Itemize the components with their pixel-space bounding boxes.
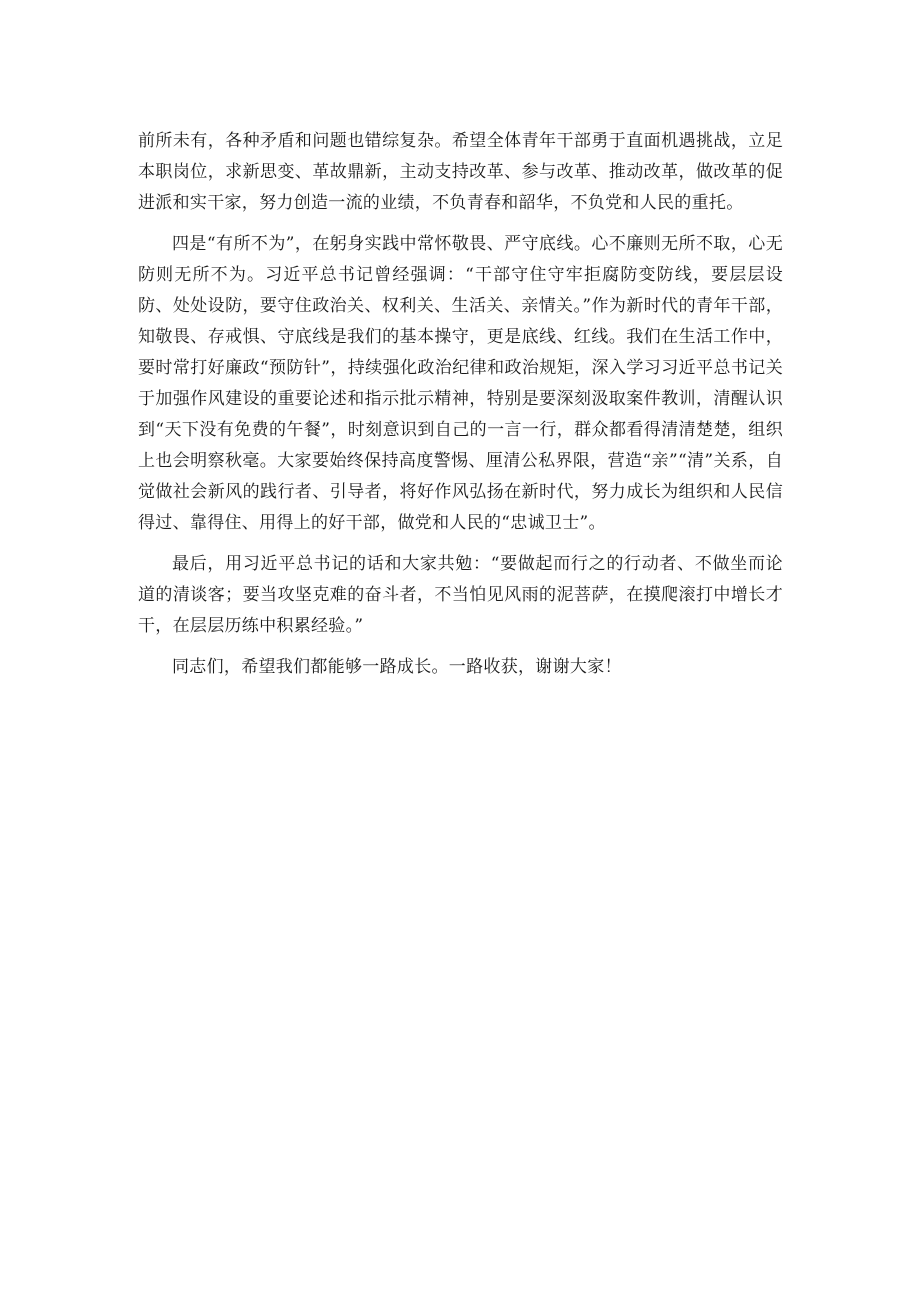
paragraph-continuation: 前所未有，各种矛盾和问题也错综复杂。希望全体青年干部勇于直面机遇挑战，立足本职岗位，求新思变、革故鼎新，主动支持改革、参与改革、推动改革，做改革的促进派和实干家，努力创造一流的业绩，不负青春和韶华，不负党和人民的重托。 bbox=[138, 131, 783, 213]
paragraph-point-four: 四是“有所不为”，在躬身实践中常怀敬畏、严守底线。心不廉则无所不取，心无防则无所不为。习近平总书记曾经强调：“干部守住守牢拒腐防变防线，要层层设防、处处设防，要守住政治关、权利关、生活关、亲情关。”作为新时代的青年干部，知敬畏、存戒惧、守底线是我们的基本操守，更是底线、红线。我们在生活工作中，要时常打好廉政“预防针”，持续强化政治纪律和政治规矩，深入学习习近平总书记关于加强作风建设的重要论述和指示批示精神，特别是要深刻汲取案件教训，清醒认识到“天下没有免费的午餐”，时刻意识到自己的一言一行，群众都看得清清楚楚，组织上也会明察秋毫。大家要始终保持高度警惕、厘清公私界限，营造“亲”“清”关系，自觉做社会新风的践行者、引导者，将好作风弘扬在新时代，努力成长为组织和人民信得过、靠得住、用得上的好干部，做党和人民的“忠诚卫士”。 bbox=[138, 234, 783, 533]
paragraph-closing-thanks: 同志们，希望我们都能够一路成长。一路收获，谢谢大家！ bbox=[172, 657, 622, 677]
document-body bbox=[138, 126, 783, 693]
paragraph-closing-quote: 最后，用习近平总书记的话和大家共勉：“要做起而行之的行动者、不做坐而论道的清谈客；要当攻坚克难的奋斗者，不当怕见风雨的泥菩萨，在摸爬滚打中增长才干，在层层历练中积累经验。” bbox=[138, 554, 783, 636]
